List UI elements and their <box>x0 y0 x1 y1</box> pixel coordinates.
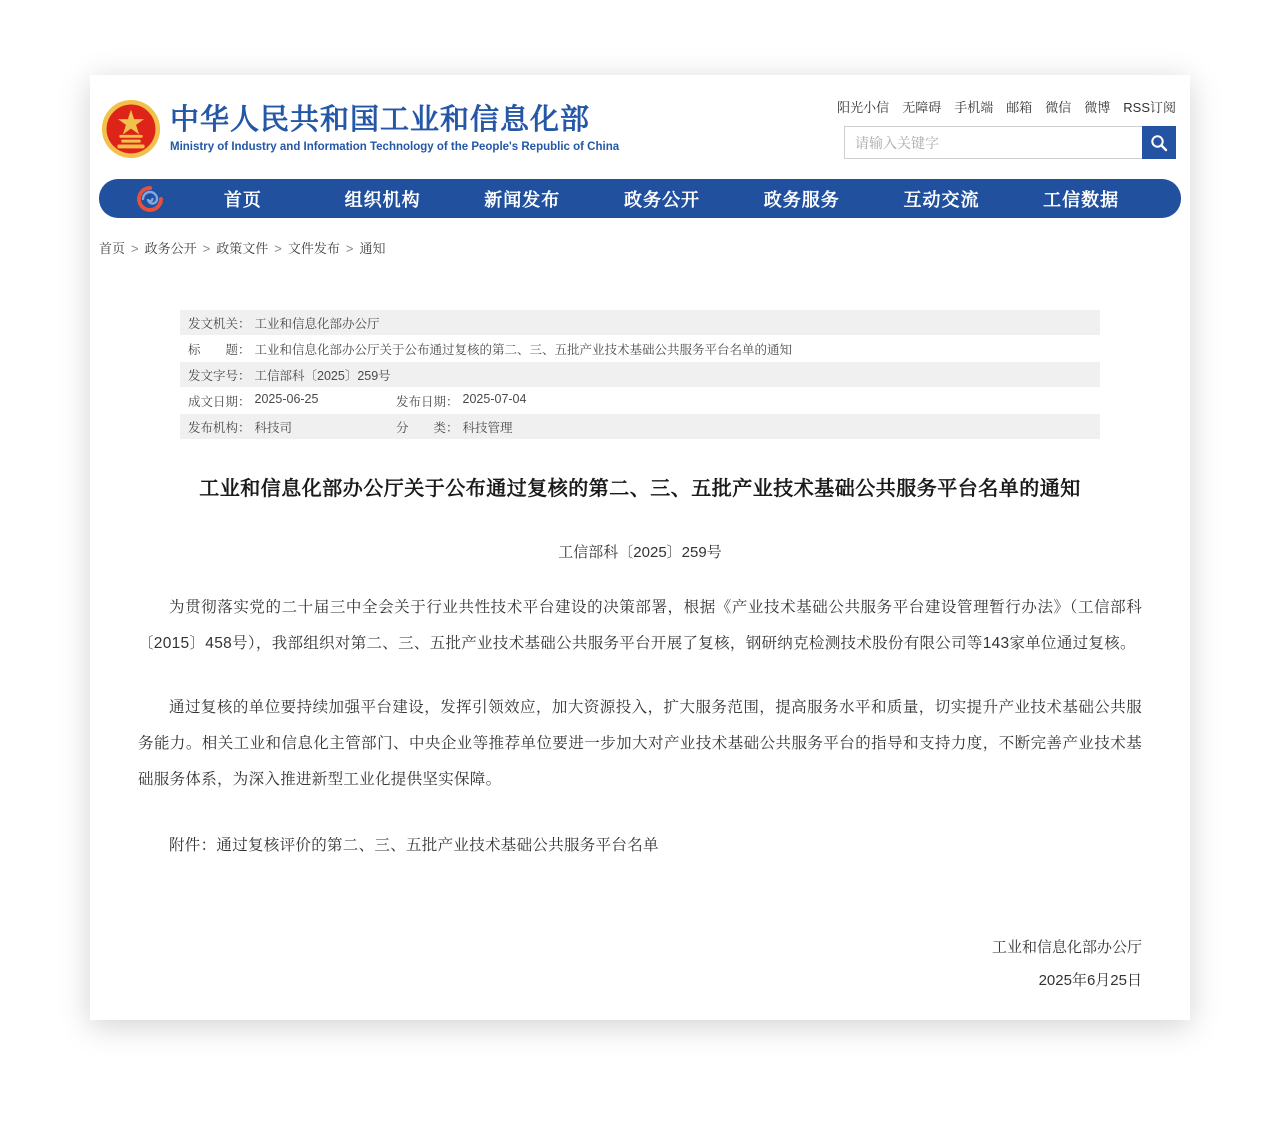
breadcrumb-doc-release[interactable]: 文件发布 <box>287 241 340 256</box>
meta-label: 发文字号： <box>188 368 251 383</box>
nav-item-interaction[interactable]: 互动交流 <box>903 189 980 210</box>
top-link-accessibility[interactable]: 无障碍 <box>902 100 942 115</box>
meta-value: 工业和信息化部办公厅 <box>254 316 380 331</box>
top-links <box>837 97 1176 116</box>
breadcrumb-policy-docs[interactable]: 政策文件 <box>216 241 269 256</box>
breadcrumb-separator: > <box>202 241 211 256</box>
meta-label: 发布日期： <box>396 394 459 409</box>
national-emblem-icon <box>100 97 162 161</box>
meta-row-title <box>180 336 1100 361</box>
nav-item-gov-affairs[interactable]: 政务公开 <box>624 189 701 210</box>
document-title: 工业和信息化部办公厅关于公布通过复核的第二、三、五批产业技术基础公共服务平台名单的通知 <box>199 478 1081 500</box>
meta-row-issuing-office <box>180 310 1100 335</box>
meta-label: 发布机构： <box>188 420 251 435</box>
miit-logo-icon <box>137 186 163 212</box>
document-number: 工信部科〔2025〕259号 <box>558 544 722 561</box>
top-link-wechat[interactable]: 微信 <box>1045 100 1072 115</box>
site-title: 中华人民共和国工业和信息化部 <box>170 104 591 137</box>
document-paragraph: 为贯彻落实党的二十届三中全会关于行业共性技术平台建设的决策部署，根据《产业技术基础公共服务平台建设管理暂行办法》（工信部科〔2015〕458号），我部组织对第二、三、五批产业技术基础公共服务平台开展了复核，钢研纳克检测技术股份有限公司等143家单位通过复核。 <box>138 599 1142 652</box>
meta-row-agency-category <box>180 414 1100 439</box>
signature-org: 工业和信息化部办公厅 <box>991 939 1142 956</box>
breadcrumb-gov-affairs[interactable]: 政务公开 <box>144 241 197 256</box>
site-brand[interactable] <box>100 97 619 161</box>
meta-label: 分 类： <box>396 420 459 435</box>
meta-row-doc-number <box>180 362 1100 387</box>
meta-value: 2025-07-04 <box>462 391 527 406</box>
meta-label: 成文日期： <box>188 394 251 409</box>
breadcrumb-home[interactable]: 首页 <box>99 241 126 256</box>
top-link-weibo[interactable]: 微博 <box>1084 100 1111 115</box>
meta-value: 2025-06-25 <box>254 391 319 406</box>
breadcrumb-separator: > <box>131 241 139 256</box>
nav-item-organization[interactable]: 组织机构 <box>344 189 421 210</box>
top-link-rss[interactable]: RSS订阅 <box>1123 100 1176 115</box>
page-card <box>90 75 1190 1020</box>
top-link-mail[interactable]: 邮箱 <box>1006 100 1033 115</box>
meta-value: 工业和信息化部办公厅关于公布通过复核的第二、三、五批产业技术基础公共服务平台名单的通知 <box>254 342 793 357</box>
search-icon <box>1150 134 1168 152</box>
breadcrumb-separator: > <box>345 241 354 256</box>
search-bar <box>844 126 1176 159</box>
site-header <box>90 75 1190 171</box>
brand-text <box>170 105 619 153</box>
document-paragraph: 通过复核的单位要持续加强平台建设，发挥引领效应，加大资源投入，扩大服务范围，提高服务水平和质量，切实提升产业技术基础公共服务能力。相关工业和信息化主管部门、中央企业等推荐单位要进一步加大对产业技术基础公共服务平台的指导和支持力度，不断完善产业技术基础服务体系，为深入推进新型工业化提供坚实保障。 <box>138 699 1142 788</box>
meta-label: 发文机关： <box>188 316 251 331</box>
search-button[interactable] <box>1142 126 1176 159</box>
attachment-line[interactable]: 附件：通过复核评价的第二、三、五批产业技术基础公共服务平台名单 <box>169 837 659 854</box>
site-subtitle: Ministry of Industry and Information Technology of the People's Republic of China <box>170 140 620 153</box>
search-input[interactable] <box>844 126 1142 159</box>
breadcrumb <box>90 218 1190 257</box>
top-link-mobile[interactable]: 手机端 <box>954 100 994 115</box>
top-link-sunshine[interactable]: 阳光小信 <box>837 100 890 115</box>
nav-item-data[interactable]: 工信数据 <box>1043 189 1120 210</box>
meta-row-dates <box>180 388 1100 413</box>
header-right <box>837 97 1176 159</box>
document-body <box>90 472 1190 990</box>
nav-item-news[interactable]: 新闻发布 <box>484 189 561 210</box>
meta-value: 工信部科〔2025〕259号 <box>254 368 391 383</box>
document-meta-table <box>180 310 1100 439</box>
meta-label: 标 题： <box>188 342 251 357</box>
main-nav <box>99 179 1181 218</box>
nav-item-home[interactable]: 首页 <box>223 189 262 210</box>
signature-date: 2025年6月25日 <box>1038 972 1142 989</box>
breadcrumb-notice[interactable]: 通知 <box>359 241 386 256</box>
meta-value: 科技管理 <box>462 420 513 435</box>
breadcrumb-separator: > <box>274 241 282 256</box>
nav-item-gov-services[interactable]: 政务服务 <box>763 189 840 210</box>
meta-value: 科技司 <box>254 420 293 435</box>
